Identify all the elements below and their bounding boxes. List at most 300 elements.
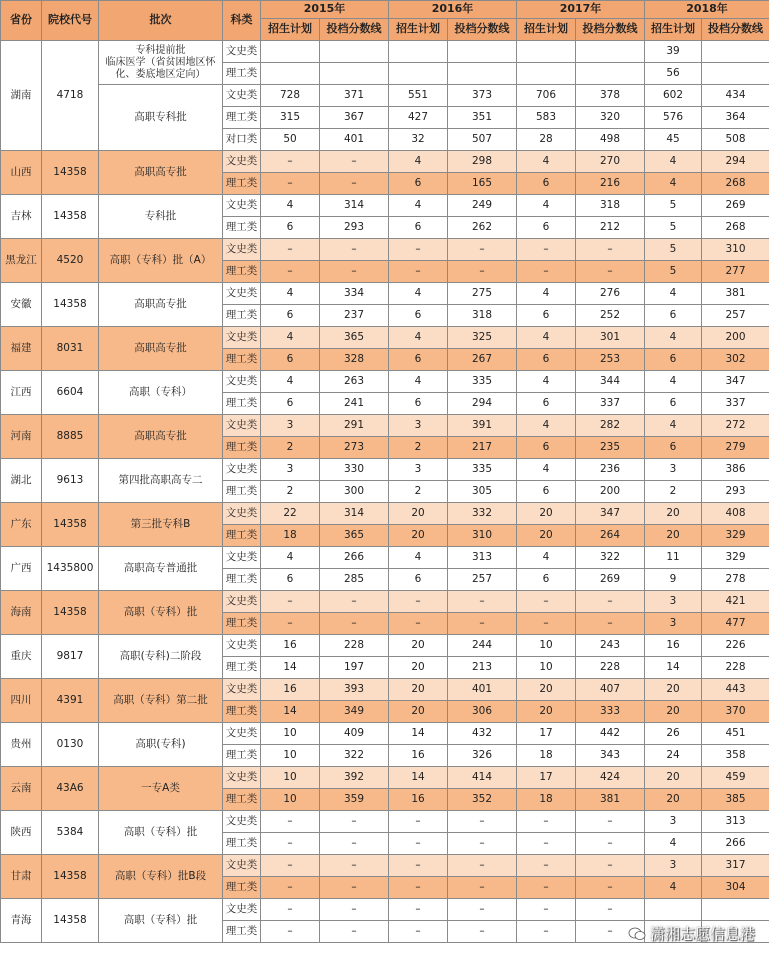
plan-cell: 17: [517, 767, 576, 789]
category-cell: 文史类: [223, 415, 261, 437]
plan-cell: 10: [261, 723, 320, 745]
plan-cell: –: [261, 151, 320, 173]
score-cell: 275: [448, 283, 517, 305]
batch-cell: 高职高专批: [99, 283, 223, 327]
plan-cell: 14: [261, 657, 320, 679]
plan-cell: 20: [389, 679, 448, 701]
category-cell: 理工类: [223, 789, 261, 811]
score-cell: 498: [576, 129, 645, 151]
score-cell: [576, 63, 645, 85]
table-row: [1, 679, 769, 701]
category-cell: 理工类: [223, 63, 261, 85]
table-row: [1, 855, 769, 877]
score-cell: 414: [448, 767, 517, 789]
plan-cell: 20: [517, 679, 576, 701]
score-cell: –: [576, 811, 645, 833]
score-cell: 252: [576, 305, 645, 327]
table-row: [1, 459, 769, 481]
score-cell: –: [448, 239, 517, 261]
score-cell: 277: [702, 261, 769, 283]
batch-cell: 高职（专科）批: [99, 899, 223, 943]
batch-cell: 第四批高职高专二: [99, 459, 223, 503]
category-cell: 理工类: [223, 745, 261, 767]
plan-cell: –: [261, 921, 320, 943]
plan-cell: 6: [645, 305, 702, 327]
score-cell: 332: [448, 503, 517, 525]
score-cell: 313: [702, 811, 769, 833]
plan-cell: 3: [645, 613, 702, 635]
category-cell: 理工类: [223, 217, 261, 239]
header-plan: 招生计划: [517, 19, 576, 41]
score-cell: –: [448, 591, 517, 613]
category-cell: 文史类: [223, 151, 261, 173]
score-cell: 300: [320, 481, 389, 503]
plan-cell: 10: [517, 635, 576, 657]
score-cell: 386: [702, 459, 769, 481]
category-cell: 理工类: [223, 877, 261, 899]
category-cell: 对口类: [223, 129, 261, 151]
plan-cell: 6: [517, 349, 576, 371]
table-row: [1, 767, 769, 789]
batch-cell: 高职高专批: [99, 415, 223, 459]
score-cell: 459: [702, 767, 769, 789]
plan-cell: 4: [517, 151, 576, 173]
table-row: [1, 85, 769, 107]
province-cell: 河南: [1, 415, 42, 459]
school-code-cell: 5384: [42, 811, 99, 855]
score-cell: 358: [702, 745, 769, 767]
header-plan: 招生计划: [389, 19, 448, 41]
plan-cell: 18: [261, 525, 320, 547]
province-cell: 黑龙江: [1, 239, 42, 283]
plan-cell: 4: [517, 371, 576, 393]
score-cell: 268: [702, 173, 769, 195]
plan-cell: 6: [389, 173, 448, 195]
score-cell: 349: [320, 701, 389, 723]
province-cell: 安徽: [1, 283, 42, 327]
plan-cell: 17: [517, 723, 576, 745]
header-score: 投档分数线: [702, 19, 769, 41]
score-cell: 263: [320, 371, 389, 393]
score-cell: –: [320, 899, 389, 921]
plan-cell: –: [517, 613, 576, 635]
score-cell: 212: [576, 217, 645, 239]
category-cell: 文史类: [223, 679, 261, 701]
score-cell: 197: [320, 657, 389, 679]
score-cell: 264: [576, 525, 645, 547]
province-cell: 江西: [1, 371, 42, 415]
score-cell: 217: [448, 437, 517, 459]
plan-cell: 4: [389, 327, 448, 349]
category-cell: 文史类: [223, 811, 261, 833]
plan-cell: –: [389, 591, 448, 613]
category-cell: 文史类: [223, 195, 261, 217]
score-cell: 507: [448, 129, 517, 151]
plan-cell: –: [389, 811, 448, 833]
plan-cell: 4: [261, 327, 320, 349]
score-cell: [448, 41, 517, 63]
plan-cell: 18: [517, 745, 576, 767]
score-cell: 228: [576, 657, 645, 679]
plan-cell: 4: [389, 547, 448, 569]
batch-cell: 高职（专科）批: [99, 591, 223, 635]
plan-cell: 4: [261, 283, 320, 305]
category-cell: 理工类: [223, 393, 261, 415]
plan-cell: 6: [261, 305, 320, 327]
score-cell: [320, 63, 389, 85]
table-row: [1, 415, 769, 437]
province-cell: 吉林: [1, 195, 42, 239]
category-cell: 文史类: [223, 855, 261, 877]
plan-cell: –: [517, 877, 576, 899]
plan-cell: 32: [389, 129, 448, 151]
score-cell: [576, 41, 645, 63]
category-cell: 文史类: [223, 85, 261, 107]
score-cell: 370: [702, 701, 769, 723]
plan-cell: 14: [261, 701, 320, 723]
category-cell: 文史类: [223, 547, 261, 569]
plan-cell: 3: [645, 855, 702, 877]
score-cell: [448, 63, 517, 85]
score-cell: 293: [702, 481, 769, 503]
score-cell: 335: [448, 459, 517, 481]
plan-cell: 20: [389, 657, 448, 679]
school-code-cell: 4391: [42, 679, 99, 723]
plan-cell: –: [517, 921, 576, 943]
score-cell: 343: [576, 745, 645, 767]
category-cell: 文史类: [223, 503, 261, 525]
batch-cell: 第三批专科B: [99, 503, 223, 547]
score-cell: –: [320, 173, 389, 195]
plan-cell: 6: [517, 305, 576, 327]
score-cell: 359: [320, 789, 389, 811]
province-cell: 湖北: [1, 459, 42, 503]
table-body: [1, 41, 769, 943]
score-cell: 392: [320, 767, 389, 789]
category-cell: 理工类: [223, 569, 261, 591]
table-row: [1, 239, 769, 261]
plan-cell: 26: [645, 723, 702, 745]
plan-cell: 4: [389, 371, 448, 393]
table-row: [1, 283, 769, 305]
score-cell: 269: [702, 195, 769, 217]
score-cell: 313: [448, 547, 517, 569]
plan-cell: 10: [517, 657, 576, 679]
score-cell: –: [576, 855, 645, 877]
score-cell: 320: [576, 107, 645, 129]
category-cell: 理工类: [223, 701, 261, 723]
score-cell: 328: [320, 349, 389, 371]
score-cell: –: [320, 613, 389, 635]
batch-cell: 高职(专科): [99, 723, 223, 767]
category-cell: 理工类: [223, 305, 261, 327]
plan-cell: 4: [517, 459, 576, 481]
plan-cell: –: [517, 811, 576, 833]
wechat-icon: [628, 927, 646, 941]
plan-cell: 50: [261, 129, 320, 151]
plan-cell: 6: [389, 305, 448, 327]
score-cell: –: [448, 855, 517, 877]
score-cell: 347: [576, 503, 645, 525]
plan-cell: 6: [389, 569, 448, 591]
score-cell: 408: [702, 503, 769, 525]
plan-cell: 4: [517, 547, 576, 569]
score-cell: –: [576, 261, 645, 283]
score-cell: 344: [576, 371, 645, 393]
header-score: 投档分数线: [448, 19, 517, 41]
plan-cell: 14: [389, 723, 448, 745]
plan-cell: 3: [645, 811, 702, 833]
header-plan: 招生计划: [645, 19, 702, 41]
province-cell: 甘肃: [1, 855, 42, 899]
score-cell: 322: [320, 745, 389, 767]
batch-cell: 高职（专科）第二批: [99, 679, 223, 723]
score-cell: 294: [702, 151, 769, 173]
category-cell: 文史类: [223, 459, 261, 481]
batch-cell: 一专A类: [99, 767, 223, 811]
score-cell: 243: [576, 635, 645, 657]
plan-cell: 427: [389, 107, 448, 129]
score-cell: 244: [448, 635, 517, 657]
header-year: 2017年: [517, 1, 645, 19]
plan-cell: 16: [261, 679, 320, 701]
table-row: [1, 195, 769, 217]
score-cell: 237: [320, 305, 389, 327]
school-code-cell: 8885: [42, 415, 99, 459]
plan-cell: 4: [389, 283, 448, 305]
score-cell: 216: [576, 173, 645, 195]
school-code-cell: 4718: [42, 41, 99, 151]
score-cell: –: [320, 151, 389, 173]
score-cell: 385: [702, 789, 769, 811]
batch-cell: 专科批: [99, 195, 223, 239]
school-code-cell: 9817: [42, 635, 99, 679]
plan-cell: 576: [645, 107, 702, 129]
batch-cell: 高职（专科）批: [99, 811, 223, 855]
score-cell: 351: [448, 107, 517, 129]
table-row: [1, 503, 769, 525]
score-cell: 291: [320, 415, 389, 437]
score-cell: 314: [320, 195, 389, 217]
plan-cell: 3: [389, 415, 448, 437]
plan-cell: –: [389, 261, 448, 283]
score-cell: 253: [576, 349, 645, 371]
score-cell: –: [448, 833, 517, 855]
score-cell: 235: [576, 437, 645, 459]
score-cell: 365: [320, 327, 389, 349]
plan-cell: [261, 63, 320, 85]
plan-cell: 4: [645, 151, 702, 173]
plan-cell: 4: [389, 195, 448, 217]
score-cell: –: [320, 591, 389, 613]
plan-cell: 3: [645, 591, 702, 613]
plan-cell: –: [261, 261, 320, 283]
school-code-cell: 14358: [42, 591, 99, 635]
score-cell: –: [448, 811, 517, 833]
score-cell: –: [576, 899, 645, 921]
plan-cell: –: [261, 613, 320, 635]
table-row: [1, 899, 769, 921]
batch-cell: 高职（专科）批（A）: [99, 239, 223, 283]
header-year: 2018年: [645, 1, 769, 19]
plan-cell: 9: [645, 569, 702, 591]
plan-cell: 22: [261, 503, 320, 525]
score-cell: 200: [702, 327, 769, 349]
score-cell: 508: [702, 129, 769, 151]
score-cell: 266: [702, 833, 769, 855]
score-cell: –: [448, 877, 517, 899]
province-cell: 四川: [1, 679, 42, 723]
score-cell: 401: [320, 129, 389, 151]
plan-cell: –: [261, 239, 320, 261]
plan-cell: 5: [645, 195, 702, 217]
score-cell: 322: [576, 547, 645, 569]
score-cell: [320, 41, 389, 63]
plan-cell: 20: [389, 635, 448, 657]
header-score: 投档分数线: [320, 19, 389, 41]
score-cell: 329: [702, 525, 769, 547]
category-cell: 文史类: [223, 41, 261, 63]
category-cell: 理工类: [223, 613, 261, 635]
plan-cell: 20: [645, 789, 702, 811]
batch-cell: 高职（专科）: [99, 371, 223, 415]
plan-cell: 20: [645, 503, 702, 525]
score-cell: 337: [702, 393, 769, 415]
plan-cell: 56: [645, 63, 702, 85]
school-code-cell: 4520: [42, 239, 99, 283]
plan-cell: 4: [261, 547, 320, 569]
score-cell: 333: [576, 701, 645, 723]
plan-cell: 4: [389, 151, 448, 173]
category-cell: 理工类: [223, 481, 261, 503]
score-cell: –: [576, 239, 645, 261]
plan-cell: 2: [389, 481, 448, 503]
batch-cell: 高职(专科)二阶段: [99, 635, 223, 679]
score-cell: 381: [576, 789, 645, 811]
plan-cell: 4: [645, 283, 702, 305]
score-cell: 407: [576, 679, 645, 701]
table-row: [1, 723, 769, 745]
score-cell: 294: [448, 393, 517, 415]
province-cell: 青海: [1, 899, 42, 943]
plan-cell: 6: [389, 349, 448, 371]
score-cell: 371: [320, 85, 389, 107]
score-cell: 293: [320, 217, 389, 239]
plan-cell: 10: [261, 789, 320, 811]
header-plan: 招生计划: [261, 19, 320, 41]
province-cell: 重庆: [1, 635, 42, 679]
plan-cell: [645, 899, 702, 921]
plan-cell: 16: [645, 635, 702, 657]
score-cell: 401: [448, 679, 517, 701]
score-cell: 226: [702, 635, 769, 657]
plan-cell: 5: [645, 239, 702, 261]
score-cell: 236: [576, 459, 645, 481]
score-cell: 269: [576, 569, 645, 591]
province-cell: 贵州: [1, 723, 42, 767]
plan-cell: [517, 41, 576, 63]
score-cell: [702, 899, 769, 921]
category-cell: 文史类: [223, 767, 261, 789]
plan-cell: 24: [645, 745, 702, 767]
score-cell: 424: [576, 767, 645, 789]
plan-cell: 20: [517, 525, 576, 547]
category-cell: 文史类: [223, 899, 261, 921]
score-cell: 329: [702, 547, 769, 569]
score-cell: 241: [320, 393, 389, 415]
score-cell: 442: [576, 723, 645, 745]
score-cell: –: [576, 921, 645, 943]
score-cell: 326: [448, 745, 517, 767]
plan-cell: 20: [389, 701, 448, 723]
plan-cell: 4: [645, 173, 702, 195]
plan-cell: 18: [517, 789, 576, 811]
plan-cell: 6: [517, 437, 576, 459]
score-cell: 318: [576, 195, 645, 217]
plan-cell: 728: [261, 85, 320, 107]
plan-cell: 20: [517, 701, 576, 723]
score-cell: –: [320, 833, 389, 855]
plan-cell: 6: [517, 393, 576, 415]
score-cell: 302: [702, 349, 769, 371]
plan-cell: [389, 63, 448, 85]
score-cell: 266: [320, 547, 389, 569]
category-cell: 理工类: [223, 657, 261, 679]
batch-cell: 专科提前批 临床医学（省贫困地区怀化、娄底地区定向）: [99, 41, 223, 85]
score-cell: 337: [576, 393, 645, 415]
plan-cell: 4: [517, 415, 576, 437]
score-cell: –: [576, 591, 645, 613]
plan-cell: –: [517, 833, 576, 855]
header-category: 科类: [223, 1, 261, 41]
score-cell: –: [320, 921, 389, 943]
plan-cell: 315: [261, 107, 320, 129]
school-code-cell: 1435800: [42, 547, 99, 591]
score-cell: –: [320, 855, 389, 877]
plan-cell: –: [517, 855, 576, 877]
plan-cell: 10: [261, 745, 320, 767]
province-cell: 陕西: [1, 811, 42, 855]
score-cell: –: [320, 261, 389, 283]
plan-cell: 4: [517, 195, 576, 217]
plan-cell: 16: [389, 789, 448, 811]
school-code-cell: 14358: [42, 899, 99, 943]
header-batch: 批次: [99, 1, 223, 41]
table-row: [1, 547, 769, 569]
category-cell: 文史类: [223, 591, 261, 613]
plan-cell: –: [389, 899, 448, 921]
score-cell: –: [320, 811, 389, 833]
plan-cell: 6: [261, 349, 320, 371]
plan-cell: 602: [645, 85, 702, 107]
plan-cell: [389, 41, 448, 63]
score-cell: 378: [576, 85, 645, 107]
batch-cell: 高职高专批: [99, 151, 223, 195]
score-cell: 267: [448, 349, 517, 371]
plan-cell: –: [261, 833, 320, 855]
school-code-cell: 0130: [42, 723, 99, 767]
plan-cell: –: [389, 921, 448, 943]
plan-cell: 16: [389, 745, 448, 767]
score-cell: 305: [448, 481, 517, 503]
table-row: [1, 635, 769, 657]
plan-cell: –: [261, 591, 320, 613]
score-cell: 279: [702, 437, 769, 459]
plan-cell: 14: [645, 657, 702, 679]
plan-cell: –: [261, 899, 320, 921]
batch-cell: 高职专科批: [99, 85, 223, 151]
score-cell: 200: [576, 481, 645, 503]
